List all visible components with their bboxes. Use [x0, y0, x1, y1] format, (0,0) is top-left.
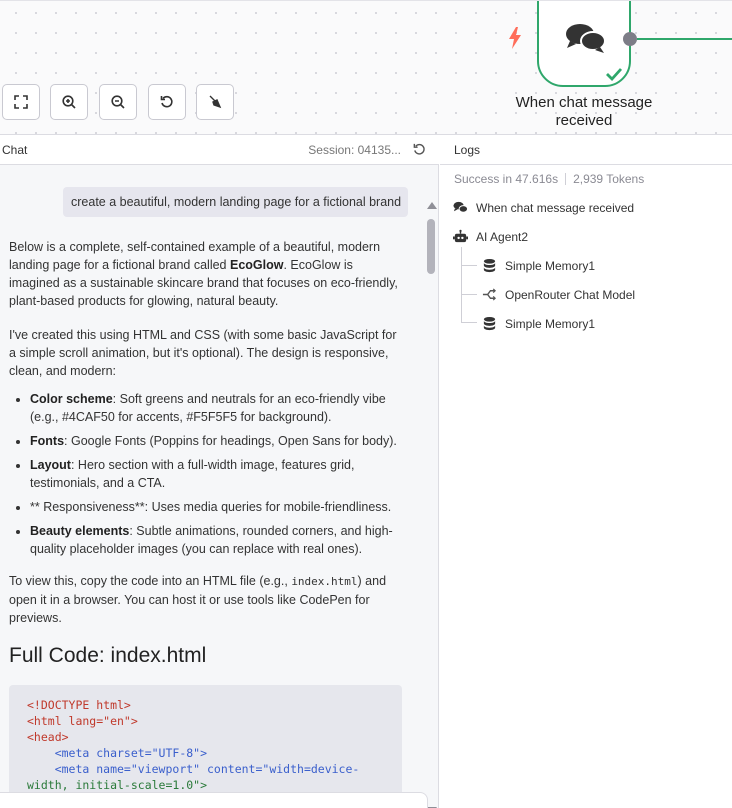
scroll-thumb[interactable]	[427, 219, 435, 274]
list-item	[30, 432, 404, 450]
tree-branch	[461, 265, 477, 266]
summary-divider	[565, 173, 566, 185]
code-line	[27, 761, 402, 777]
chat-trigger-node[interactable]	[537, 0, 631, 87]
list-item	[30, 498, 404, 516]
bot-text: To view this, copy the code into an HTML file (e.g.,	[9, 574, 292, 588]
router-icon	[482, 287, 497, 302]
list-item	[30, 522, 404, 558]
code-line	[27, 745, 402, 761]
list-item-text: : Subtle animations, rounded corners, and high-quality placeholder images (you can replace with real ones).	[30, 524, 393, 556]
feature-list	[30, 390, 404, 558]
log-item-label: AI Agent2	[476, 229, 529, 244]
token-count: 2,939 Tokens	[573, 172, 645, 186]
bot-text: Below is a complete, self-contained example of a beautiful, modern landing page for a fictional brand called	[9, 240, 381, 272]
reset-zoom-button[interactable]	[148, 84, 186, 120]
inline-code: index.html	[291, 575, 358, 588]
trigger-bolt-icon	[508, 27, 522, 49]
code-block[interactable]	[9, 685, 402, 805]
database-icon	[482, 258, 497, 273]
logs-summary	[454, 172, 644, 186]
log-item-ai-agent[interactable]	[453, 229, 528, 244]
code-token: <html lang="en">	[27, 714, 138, 728]
bot-text: . EcoGlow is imagined as a sustainable skincare brand that focuses on eco-friendly, plant-based products for glowing, natural beauty.	[9, 258, 398, 308]
log-item-label: When chat message received	[476, 200, 635, 215]
chat-title: Chat	[2, 143, 28, 157]
log-item-chat-model[interactable]	[482, 287, 635, 302]
code-token: <head>	[27, 730, 69, 744]
logs-title: Logs	[454, 143, 481, 157]
bot-text: ) and open it in a browser. You can host it or use tools like CodePen for previews.	[9, 574, 387, 625]
chat-bubbles-icon	[453, 200, 468, 215]
tree-branch	[461, 322, 477, 323]
bot-paragraph: I've created this using HTML and CSS (with some basic JavaScript for a simple scroll animation, but it's optional). The design is responsive, clean, and modern:	[9, 328, 397, 378]
code-line	[27, 713, 402, 729]
list-item-bold: Fonts	[30, 434, 65, 448]
bot-message	[9, 238, 404, 805]
brand-name: EcoGlow	[229, 258, 284, 272]
chat-scrollbar[interactable]	[424, 200, 438, 808]
tree-line	[461, 247, 462, 322]
code-line	[27, 777, 402, 793]
list-item-text: ** Responsiveness**: Uses media queries for mobile-friendliness.	[30, 500, 392, 514]
database-icon	[482, 316, 497, 331]
logs-panel	[440, 135, 732, 808]
zoom-in-button[interactable]	[50, 84, 88, 120]
log-item-label: OpenRouter Chat Model	[505, 287, 636, 302]
code-token: <meta charset="UTF-8">	[27, 746, 208, 760]
code-token: <!DOCTYPE html>	[27, 698, 131, 712]
bot-paragraph	[9, 572, 404, 627]
undo-icon	[159, 94, 175, 110]
list-item	[30, 456, 404, 492]
code-token: width, initial-scale=1.0">	[27, 778, 208, 792]
session-id[interactable]: Session: 04135...	[308, 143, 401, 157]
chat-bubbles-icon	[564, 21, 608, 55]
zoom-out-button[interactable]	[99, 84, 137, 120]
code-line	[27, 729, 402, 745]
list-item	[30, 390, 404, 426]
zoom-out-icon	[110, 94, 126, 110]
log-item-memory[interactable]	[482, 258, 595, 273]
tidy-up-button[interactable]	[196, 84, 234, 120]
list-item-bold: Layout	[30, 458, 71, 472]
code-token: <meta name="viewport" content="width=device-	[27, 762, 360, 776]
success-check-icon	[605, 67, 623, 81]
fit-view-button[interactable]	[2, 84, 40, 120]
reset-session-icon[interactable]	[412, 142, 427, 157]
logs-header	[440, 135, 732, 165]
code-line	[27, 697, 402, 713]
zoom-in-icon	[61, 94, 77, 110]
code-heading: Full Code: index.html	[9, 644, 207, 667]
robot-icon	[453, 229, 468, 244]
chat-input[interactable]	[0, 792, 428, 808]
chat-messages[interactable]	[0, 165, 439, 808]
list-item-bold: Beauty elements	[30, 524, 130, 538]
fit-view-icon	[13, 94, 29, 110]
tree-branch	[461, 294, 477, 295]
log-item-label: Simple Memory1	[505, 316, 596, 331]
broom-icon	[207, 94, 223, 110]
node-output-handle[interactable]	[623, 32, 637, 46]
scroll-up-arrow[interactable]	[427, 202, 437, 209]
log-item-chat-trigger[interactable]	[453, 200, 634, 215]
log-item-memory[interactable]	[482, 316, 595, 331]
chat-panel	[0, 135, 439, 808]
user-message: create a beautiful, modern landing page for a fictional brand	[63, 187, 408, 217]
chat-header	[0, 135, 439, 165]
node-label: When chat message received	[515, 94, 653, 129]
list-item-bold: Color scheme	[30, 392, 113, 406]
workflow-canvas[interactable]	[0, 0, 732, 135]
bot-paragraph	[9, 238, 404, 310]
log-item-label: Simple Memory1	[505, 258, 596, 273]
node-connection	[637, 38, 732, 40]
list-item-text: : Google Fonts (Poppins for headings, Open Sans for body).	[64, 434, 397, 448]
list-item-text: : Soft greens and neutrals for an eco-friendly vibe (e.g., #4CAF50 for accents, #F5F5F5 for background).	[30, 392, 386, 424]
run-status: Success in 47.616s	[454, 172, 559, 186]
list-item-text: : Hero section with a full-width image, features grid, testimonials, and a CTA.	[30, 458, 355, 490]
